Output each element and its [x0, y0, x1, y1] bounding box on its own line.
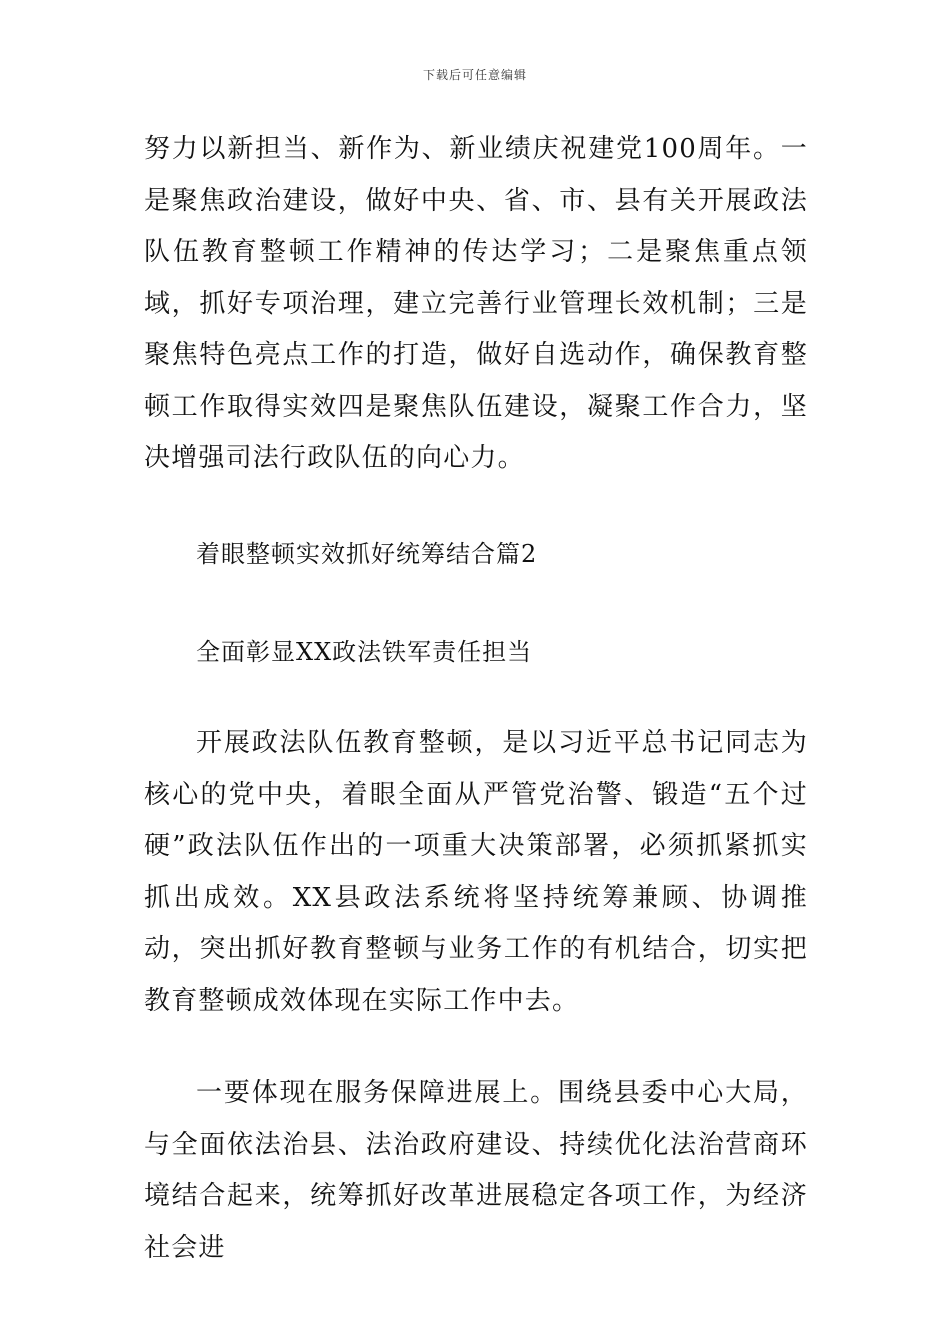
paragraph-1: 努力以新担当、新作为、新业绩庆祝建党100周年。一是聚焦政治建设，做好中央、省、市、县有关开展政法队伍教育整顿工作精神的传达学习；二是聚焦重点领域，抓好专项治理，建立完善行业管理长效机制；三是聚焦特色亮点工作的打造，做好自选动作，确保教育整顿工作取得实效四是聚焦队伍建设，凝聚工作合力，坚决增强司法行政队伍的向心力。 — [144, 134, 808, 473]
paragraph-continuation — [144, 124, 808, 485]
paragraph-2: 开展政法队伍教育整顿，是以习近平总书记同志为核心的党中央，着眼全面从严管党治警、锻造“五个过硬”政法队伍作出的一项重大决策部署，必须抓紧抓实抓出成效。XX县政法系统将坚持统筹兼顾、协调推动，突出抓好教育整顿与业务工作的有机结合，切实把教育整顿成效体现在实际工作中去。 — [144, 728, 808, 1016]
header-note: 下载后可任意编辑 — [422, 68, 527, 82]
section-subtitle: 全面彰显XX政法铁军责任担当 — [196, 638, 533, 666]
paragraph-block-3 — [144, 1068, 808, 1274]
section-title: 着眼整顿实效抓好统筹结合篇2 — [196, 540, 538, 568]
paragraph-block-2 — [144, 718, 808, 1027]
paragraph-3: 一要体现在服务保障进展上。围绕县委中心大局，与全面依法治县、法治政府建设、持续优化法治营商环境结合起来，统筹抓好改革进展稳定各项工作，为经济社会进 — [144, 1078, 808, 1263]
